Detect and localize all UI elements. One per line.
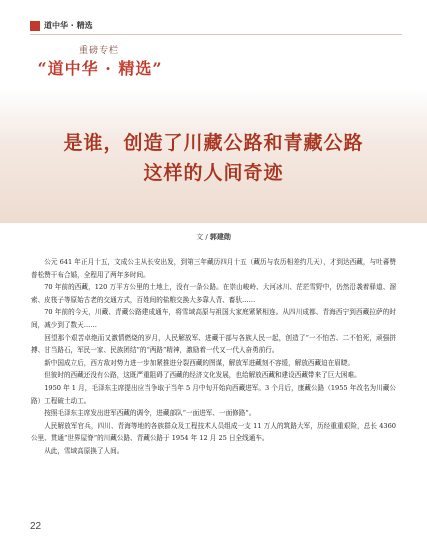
article-title-line-1: 是谁，创造了川藏公路和青藏公路	[63, 132, 364, 154]
author-name: 郭建勋	[209, 233, 231, 241]
paragraph: 1950 年 1 月，毛泽东主席提出应当争取于当年 5 月中旬开始向西藏进军。3 个月后，康藏公路（1955 年改名为川藏公路）工程破土动工。	[31, 383, 396, 405]
page-number: 22	[30, 521, 42, 532]
paragraph: 回望那个艰苦卓绝而又激情燃烧的岁月，人民解放军、进藏干部与各族人民一起，创造了“一不怕苦、二不怕死，顽强拼搏、甘当路石，军民一家、民族团结”的“两路”精神，激励着一代又一代人奋勇前行。	[31, 333, 396, 355]
paragraph: 70 年前的今天，川藏、青藏公路建成通车，将雪域高原与祖国大家庭紧紧相连。从四川成都、青海西宁到西藏拉萨的时间，减少到了数天……	[31, 308, 396, 329]
header-divider	[30, 34, 402, 35]
column-title: “道中华 · 精选”	[37, 59, 163, 78]
section-header-label: 道中华 · 精选	[44, 21, 93, 30]
article-title-line-2: 这样的人间奇迹	[143, 162, 284, 184]
column-subtitle: 重磅专栏	[78, 46, 119, 56]
article-title	[0, 128, 427, 188]
paragraph: 公元 641 年正月十五，文成公主从长安出发，到第三年藏历四月十五（藏历与农历相差约几天），才到达西藏，与吐蕃赞普松赞干布合婚，全程用了两年多时间。	[31, 258, 396, 279]
byline-prefix: 文 /	[196, 233, 210, 241]
paragraph: 新中国成立后，西方敌对势力进一步加紧推进分裂西藏的图谋，解放军进藏刻不容缓，解放西藏迫在眉睫。	[44, 358, 355, 367]
paragraph: 70 年前的西藏，120 万平方公里的土地上，没有一条公路。在崇山峻岭、大河冰川、茫茫雪野中，仍然沿袭着驿道、溜索、皮筏子等原始古老的交通方式，百姓间的盐粮交换大多靠人背、畜驮……	[31, 283, 396, 304]
section-marker-icon	[30, 21, 40, 31]
paragraph: 按照毛泽东主席发出进军西藏的调令，进藏部队“一面进军、一面修路”。	[44, 409, 256, 418]
section-header	[30, 20, 130, 31]
byline	[0, 232, 427, 242]
paragraph: 但彼时的西藏还没有公路，这既严重阻碍了西藏的经济文化发展，也给解放西藏和建设西藏带来了巨大困难。	[44, 371, 361, 380]
article-body	[31, 256, 396, 458]
paragraph: 从此，雪域高原换了人间。	[44, 446, 124, 455]
paragraph: 人民解放军官兵，四川、青海等地的各族群众及工程技术人员组成一支 11 万人的筑路大军，历经重重艰险，总长 4360 公里、贯通“世界屋脊”的川藏公路、青藏公路于 1954 年 12 月 25 日全线通车。	[31, 421, 396, 443]
